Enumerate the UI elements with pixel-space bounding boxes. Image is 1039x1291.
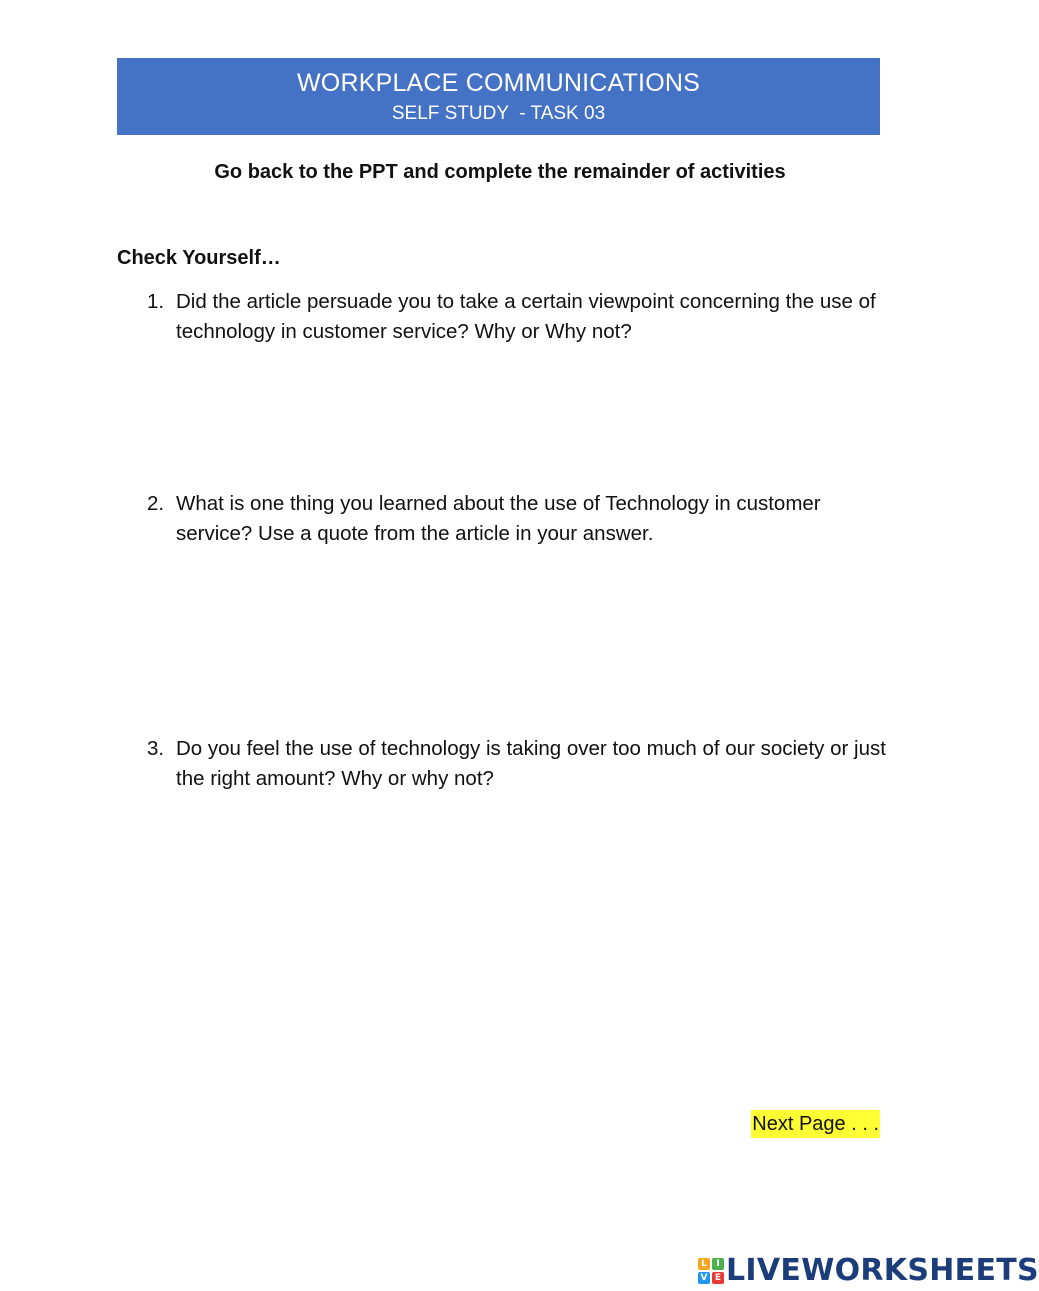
- question-number: 3.: [147, 737, 165, 760]
- question-text: Do you feel the use of technology is taking over too much of our society or just the right amount? Why or why not?: [176, 737, 886, 790]
- question-item: [147, 287, 887, 347]
- header-banner: [117, 58, 880, 135]
- logo-letter-i: I: [712, 1258, 724, 1270]
- logo-letter-e: E: [712, 1272, 724, 1284]
- liveworksheets-logo-icon: [698, 1258, 724, 1284]
- question-number: 2.: [147, 492, 165, 515]
- logo-letter-v: V: [698, 1272, 710, 1284]
- question-text: Did the article persuade you to take a certain viewpoint concerning the use of technology in customer service? Why or Why not?: [176, 290, 876, 343]
- next-page-label: Next Page . . .: [751, 1110, 880, 1138]
- instruction-text: Go back to the PPT and complete the remainder of activities: [214, 161, 786, 183]
- liveworksheets-brand[interactable]: [698, 1255, 1039, 1287]
- logo-letter-l: L: [698, 1258, 710, 1270]
- section-heading: Check Yourself…: [117, 247, 281, 269]
- document-title: WORKPLACE COMMUNICATIONS: [297, 69, 700, 97]
- question-item: [147, 489, 887, 549]
- document-subtitle: SELF STUDY - TASK 03: [391, 103, 606, 124]
- question-number: 1.: [147, 290, 165, 313]
- brand-wordmark: LIVEWORKSHEETS: [726, 1253, 1039, 1288]
- question-item: [147, 734, 887, 794]
- question-text: What is one thing you learned about the use of Technology in customer service? Use a quote from the article in your answer.: [176, 492, 821, 545]
